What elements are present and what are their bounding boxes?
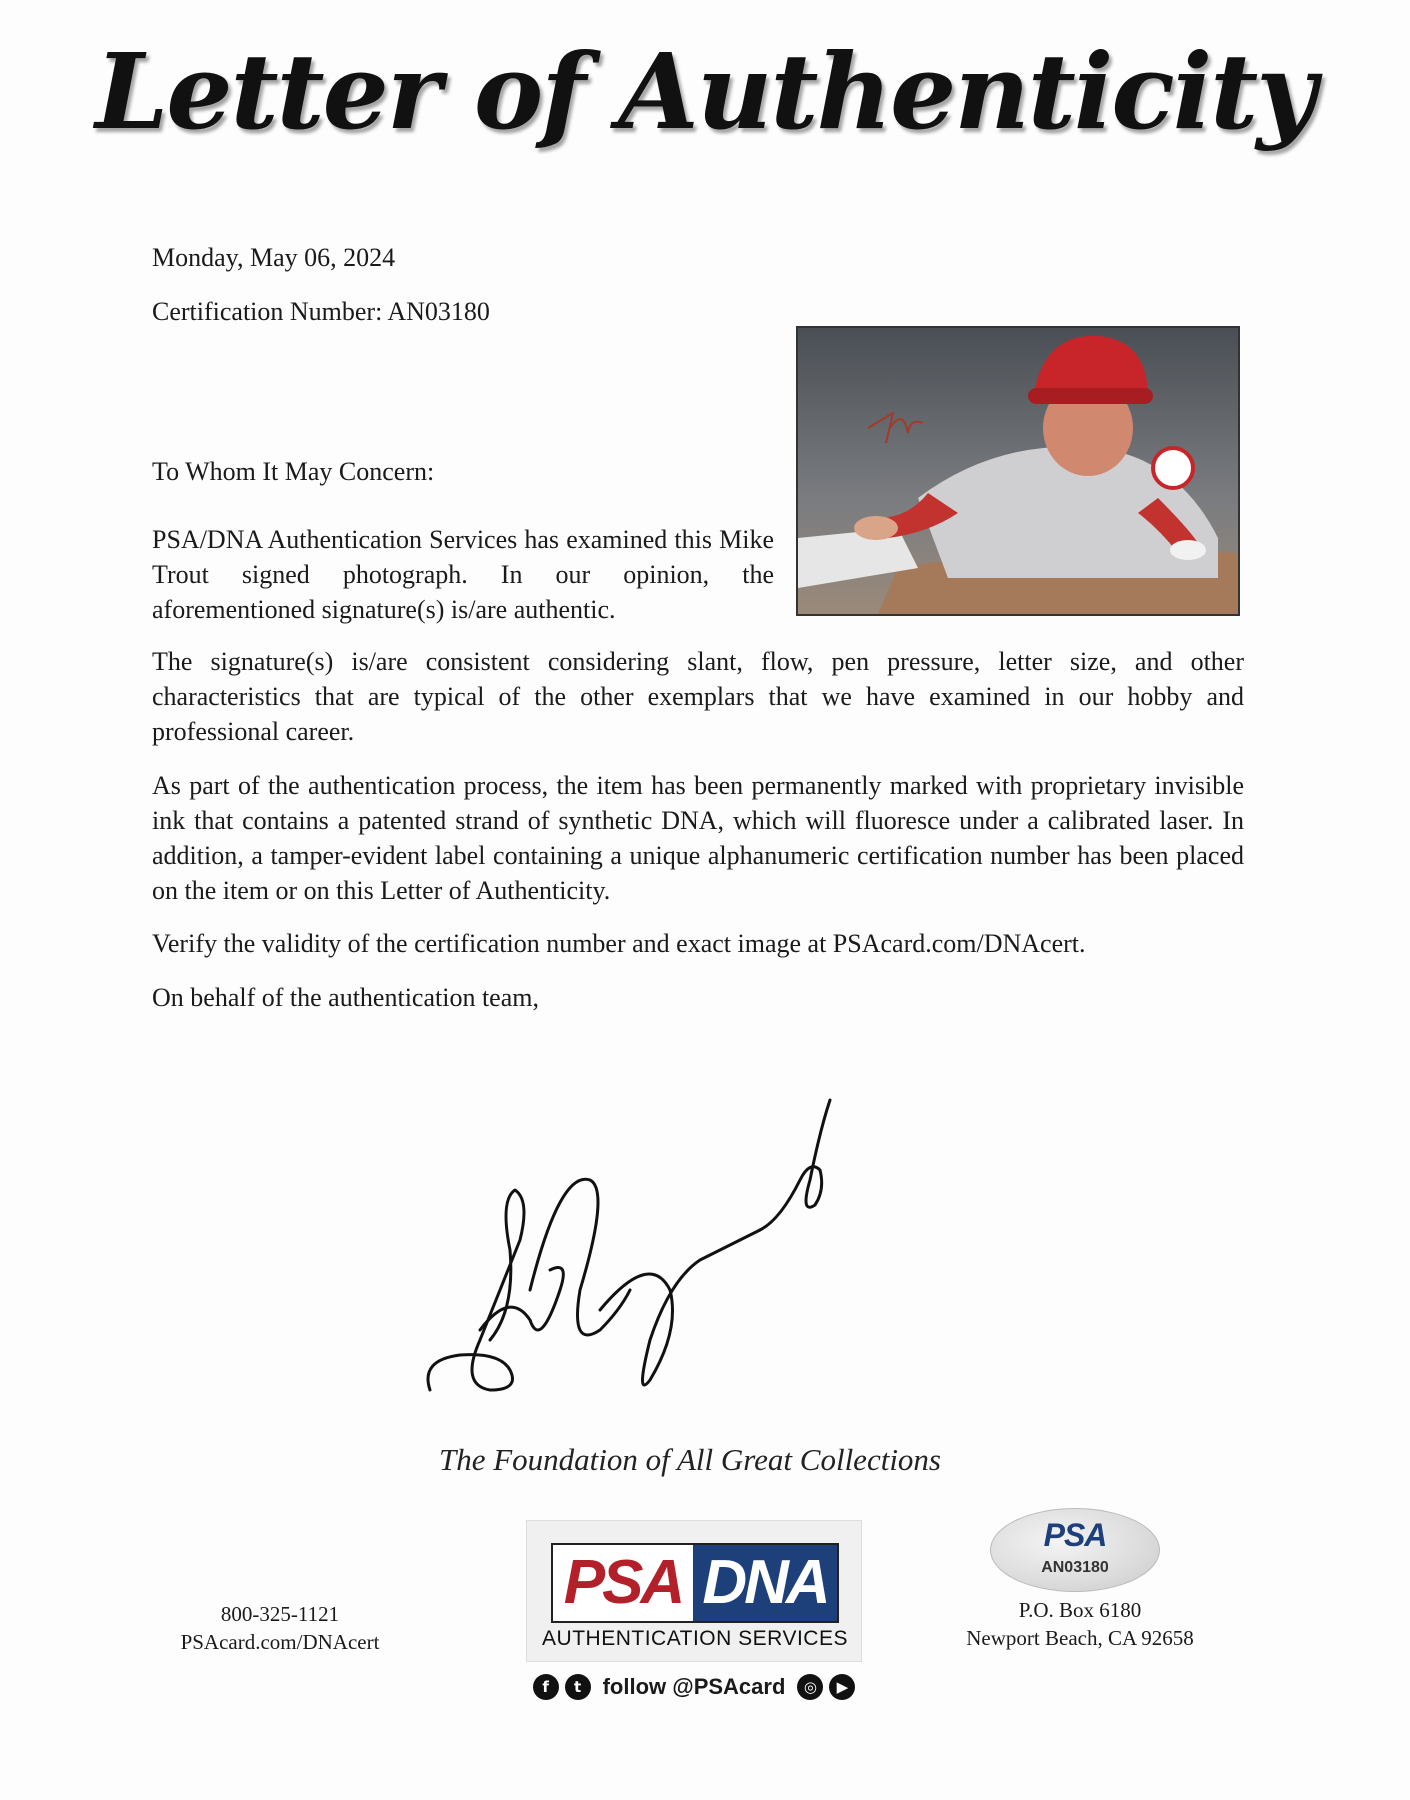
closing-line: On behalf of the authentication team, [152,983,539,1012]
logo-frame [551,1543,839,1623]
mailing-address [940,1596,1220,1652]
hologram-sticker [990,1508,1160,1592]
social-links [526,1670,862,1704]
social-handle[interactable]: follow @PSAcard [602,1674,786,1699]
facebook-icon[interactable]: f [533,1674,559,1700]
authenticator-signature [420,1090,920,1410]
psa-dna-logo [526,1520,862,1662]
salutation: To Whom It May Concern: [152,457,435,486]
tagline: The Foundation of All Great Collections [438,1442,941,1477]
phone-number: 800-325-1121 [220,1602,340,1626]
sticker-cert-number: AN03180 [1041,1559,1109,1576]
paragraph-verify: Verify the validity of the certification number and exact image at PSAcard.com/DNAcert. [152,929,1086,958]
po-box: P.O. Box 6180 [1018,1598,1142,1622]
paragraph-examination: PSA/DNA Authentication Services has examined this Mike Trout signed photograph. In our opinion, the aforementioned signature(s) is/are authentic. [152,525,774,624]
sticker-logo: PSA [1043,1517,1107,1553]
paragraph-consistency: The signature(s) is/are consistent considering slant, flow, pen pressure, letter size, and other characteristics that are typical of the other exemplars that we have examined in our hobby and professional career. [152,647,1244,746]
instagram-icon[interactable]: ◎ [797,1674,823,1700]
twitter-icon[interactable]: t [565,1674,591,1700]
logo-psa-text: PSA [553,1545,693,1621]
authenticated-photo [796,326,1240,616]
page-title: Letter of Authenticity [95,30,1315,153]
logo-subtitle: AUTHENTICATION SERVICES [542,1627,848,1650]
contact-block [150,1600,410,1656]
paragraph-process: As part of the authentication process, the item has been permanently marked with proprietary invisible ink that contains a patented strand of synthetic DNA, which will fluoresce under a calibrated laser. In addition, a tamper-evident label containing a unique alphanumeric certification number has been placed on the item or on this Letter of Authenticity. [152,771,1244,905]
website-link[interactable]: PSAcard.com/DNAcert [180,1630,380,1654]
letter-date: Monday, May 06, 2024 [152,243,396,272]
city-state-zip: Newport Beach, CA 92658 [966,1626,1194,1650]
certification-number: Certification Number: AN03180 [152,297,490,326]
youtube-icon[interactable]: ▶ [829,1674,855,1700]
logo-dna-text: DNA [693,1545,837,1621]
